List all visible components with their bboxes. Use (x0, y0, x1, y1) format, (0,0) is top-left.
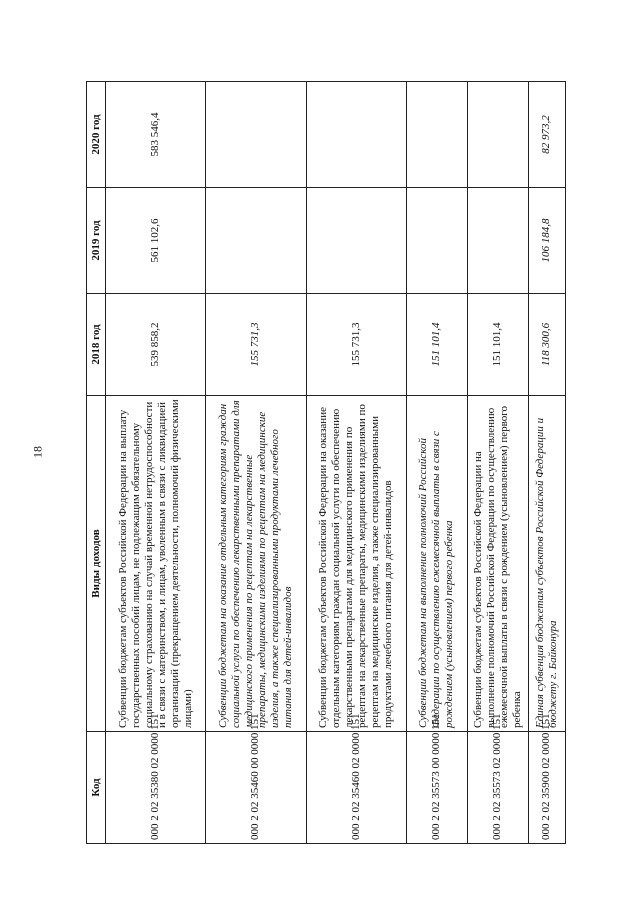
row-revenue-type: Субвенции бюджетам субъектов Российской Федерации на выполнение полномочий Российской Федерации по осуществлению ежемесячной выплаты в связи с рождением (усыновлением) первого ребенка (467, 396, 528, 732)
row-code: 000 2 02 35900 02 0000 151 (528, 732, 565, 844)
row-value-2019: 106 184,8 (528, 188, 565, 294)
row-revenue-type: Субвенции бюджетам субъектов Российской Федерации на оказание отдельным категориям граждан социальной услуги по обеспечению лекарственными препаратами для медицинского применения по рецептам на лекарственные препараты, медицинскими изделиями по рецептам на медицинские изделия, а также специализированными продуктами лечебного питания для детей-инвалидов (306, 396, 406, 732)
table-row (467, 82, 528, 844)
row-code: 000 2 02 35380 02 0000 151 (106, 732, 206, 844)
row-value-2018: 118 300,6 (528, 294, 565, 396)
row-code: 000 2 02 35460 00 0000 151 (206, 732, 306, 844)
row-value-2019 (406, 188, 467, 294)
table-row (406, 82, 467, 844)
table-row (206, 82, 306, 844)
row-value-2018: 151 101,4 (406, 294, 467, 396)
row-value-2020 (206, 82, 306, 188)
row-value-2019 (306, 188, 406, 294)
row-value-2018: 155 731,3 (306, 294, 406, 396)
header-code: Код (87, 732, 106, 844)
table-row (106, 82, 206, 844)
header-revenue-type: Виды доходов (87, 396, 106, 732)
row-value-2019: 561 102,6 (106, 188, 206, 294)
row-revenue-type: Единая субвенция бюджетам субъектов Российской Федерации и бюджету г. Байконура (528, 396, 565, 732)
row-code: 000 2 02 35573 00 0000 151 (406, 732, 467, 844)
row-value-2020: 82 973,2 (528, 82, 565, 188)
row-revenue-type: Субвенции бюджетам на оказание отдельным категориям граждан социальной услуги по обеспечению лекарственными препаратами для медицинского применения по рецептам на лекарственные препараты, медицинскими изделиями по рецептам на медицинские изделия, а также специализированными продуктами лечебного питания для детей-инвалидов (206, 396, 306, 732)
row-value-2018: 155 731,3 (206, 294, 306, 396)
row-code: 000 2 02 35460 02 0000 151 (306, 732, 406, 844)
revenue-table (86, 81, 566, 844)
row-value-2020 (406, 82, 467, 188)
row-value-2019 (467, 188, 528, 294)
row-value-2020: 583 546,4 (106, 82, 206, 188)
header-2019: 2019 год (87, 188, 106, 294)
row-value-2020 (306, 82, 406, 188)
revenue-table-wrapper (86, 82, 566, 844)
row-revenue-type: Субвенции бюджетам субъектов Российской Федерации на выплату государственных пособий лицам, не подлежащим обязательному социальному страхованию на случай временной нетрудоспособности и в связи с материнством, и лицам, уволенным в связи с ликвидацией организаций (прекращением деятельности, полномочий физическими лицами) (106, 396, 206, 732)
header-2018: 2018 год (87, 294, 106, 396)
row-value-2020 (467, 82, 528, 188)
table-header-row (87, 82, 106, 844)
header-2020: 2020 год (87, 82, 106, 188)
row-value-2018: 539 858,2 (106, 294, 206, 396)
table-row (306, 82, 406, 844)
row-value-2018: 151 101,4 (467, 294, 528, 396)
row-revenue-type: Субвенции бюджетам на выполнение полномочий Российской Федерации по осуществлению ежемесячной выплаты в связи с рождением (усыновлением) первого ребенка (406, 396, 467, 732)
row-code: 000 2 02 35573 02 0000 151 (467, 732, 528, 844)
page-number: 18 (30, 446, 45, 458)
row-value-2019 (206, 188, 306, 294)
table-row (528, 82, 565, 844)
